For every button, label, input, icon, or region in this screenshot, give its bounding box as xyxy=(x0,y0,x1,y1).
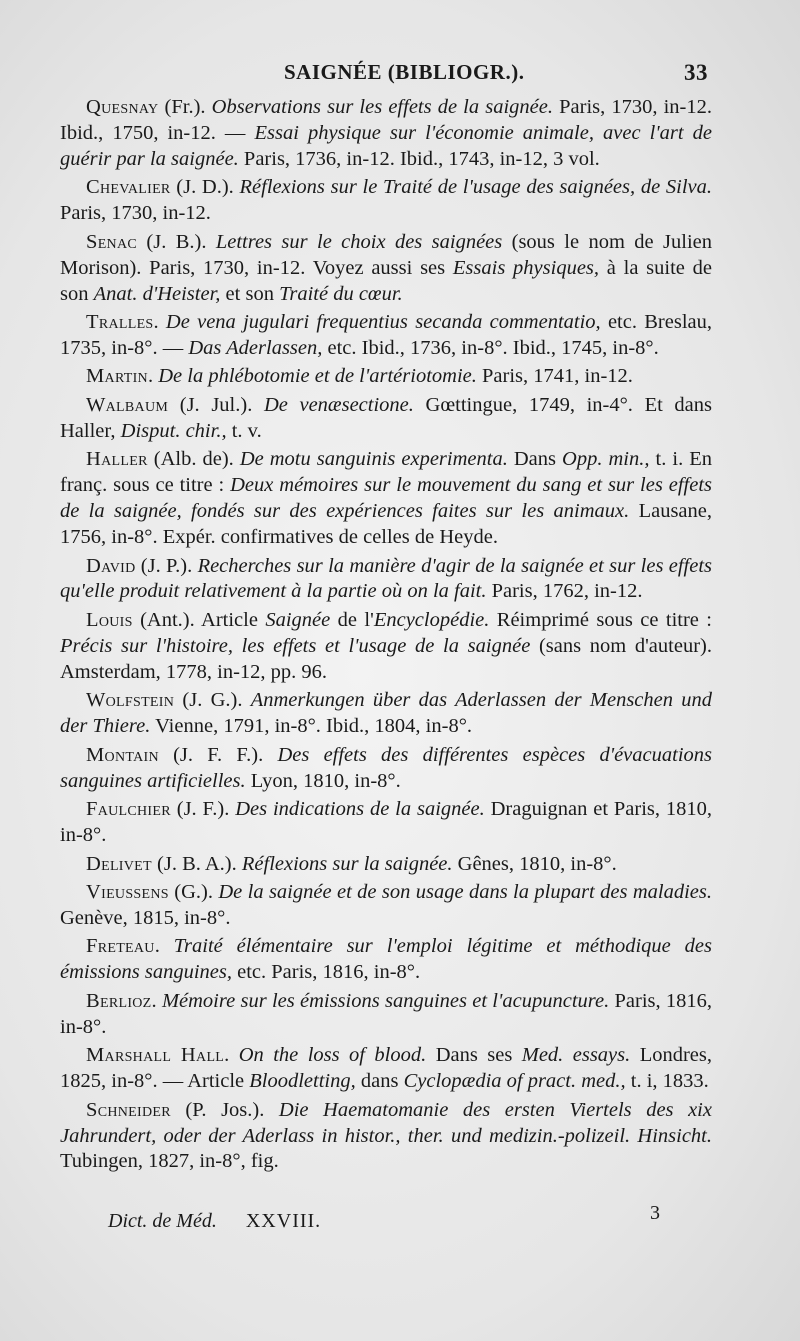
entry-text: . xyxy=(224,1044,239,1067)
entry-text: (sans nom d'auteur). Amsterdam, 1778, in-12, pp. 96. xyxy=(60,634,712,683)
entry-text: Lausane, 1756, in-8°. Expér. confirmatives de celles de Heyde. xyxy=(60,500,712,549)
entry-title: Mémoire sur les émissions sanguines et l'acupuncture. xyxy=(161,989,610,1012)
entry-author: Tralles xyxy=(86,311,154,334)
page-footer xyxy=(108,1202,660,1233)
entry-title: Lettres sur le choix des saignées xyxy=(215,230,503,253)
entry-text: (J. B. A.). xyxy=(151,852,242,875)
bibliography-list xyxy=(60,95,712,1178)
entry-text: Vienne, 1791, in-8°. Ibid., 1804, in-8°. xyxy=(150,715,473,738)
bibliography-entry xyxy=(60,1098,712,1176)
entry-title: Deux mémoires sur le mouvement du sang et sur les effets de la saignée, fondés sur des expériences faites sur les animaux. xyxy=(60,474,712,523)
entry-author: Walbaum xyxy=(86,393,169,416)
entry-text: Gœttingue, 1749, in-4°. Et dans Haller, xyxy=(60,393,712,442)
entry-text: t. i, 1833. xyxy=(625,1070,709,1093)
entry-text: etc. Ibid., 1736, in-8°. Ibid., 1745, in-8°. xyxy=(322,336,659,359)
bibliography-entry xyxy=(60,310,712,362)
bibliography-entry xyxy=(60,1043,712,1095)
entry-title: Anat. d'Heister, xyxy=(93,282,221,305)
entry-title: Réflexions sur la saignée. xyxy=(241,852,453,875)
entry-author: Wolfstein xyxy=(86,689,175,712)
running-header xyxy=(62,60,708,86)
entry-text: Gênes, 1810, in-8°. xyxy=(452,852,617,875)
entry-text: et son xyxy=(220,282,280,305)
entry-title: De la saignée et de son usage dans la plupart des maladies. xyxy=(218,881,712,903)
entry-author: Quesnay xyxy=(86,96,159,118)
entry-text: (G.). xyxy=(168,881,219,903)
entry-title: Encyclopédie. xyxy=(373,608,490,631)
entry-author: Martin xyxy=(86,365,148,388)
entry-text: (J. Jul.). xyxy=(168,393,264,416)
entry-text: . xyxy=(151,989,162,1012)
entry-author: David xyxy=(86,554,136,577)
entry-title: Die Haematomanie des ersten Viertels des xix Jahrundert, oder der Aderlass in histor., ther. und medizin.-polizeil. Hinsicht. xyxy=(60,1098,712,1147)
bibliography-entry xyxy=(60,688,712,740)
volume-mark: XXVIII. xyxy=(245,1210,322,1232)
bibliography-entry xyxy=(60,364,712,390)
running-title: SAIGNÉE (BIBLIOGR.). xyxy=(284,60,525,84)
entry-text: (Fr.). xyxy=(158,96,212,118)
entry-author: Faulchier xyxy=(86,798,171,821)
bibliography-entry xyxy=(60,447,712,551)
entry-text: Paris, 1730, in-12. xyxy=(60,202,211,225)
entry-text: (Ant.). Article xyxy=(132,608,266,631)
entry-title: Anmerkungen über das Aderlassen der Menschen und der Thiere. xyxy=(60,689,712,738)
entry-title: Précis sur l'histoire, les effets et l'usage de la saignée xyxy=(60,634,531,657)
entry-title: Essais physiques, xyxy=(452,256,600,279)
bibliography-entry xyxy=(60,393,712,445)
entry-author: Louis xyxy=(86,608,133,631)
entry-title: Bloodletting, xyxy=(249,1070,356,1093)
entry-title: Réflexions sur le Traité de l'usage des saignées, de Silva. xyxy=(239,176,712,199)
entry-text: (J. B.). xyxy=(137,230,216,253)
entry-author: Freteau xyxy=(86,935,155,958)
entry-text: (sous le nom de Julien Morison). Paris, 1730, in-12. Voyez aussi ses xyxy=(60,230,712,279)
entry-text: (J. G.). xyxy=(174,689,251,712)
bibliography-entry xyxy=(60,743,712,795)
bibliography-entry xyxy=(60,934,712,986)
entry-title: Des indications de la saignée. xyxy=(235,798,485,821)
entry-title: Med. essays. xyxy=(521,1044,631,1067)
entry-text: à la suite de son xyxy=(60,256,713,305)
entry-title: Recherches sur la manière d'agir de la saignée et sur les effets qu'elle produit relativement à la partie où on la fait. xyxy=(60,554,712,603)
entry-title: Traité du cœur. xyxy=(279,282,403,305)
entry-text: Réimprimé sous ce titre : xyxy=(489,608,712,631)
entry-text: (J. P.). xyxy=(135,554,198,577)
bibliography-entry xyxy=(60,175,712,227)
entry-text: . xyxy=(153,311,166,334)
entry-text: Dans xyxy=(507,448,563,471)
entry-text: (Alb. de). xyxy=(147,448,240,471)
entry-title: Das Aderlassen, xyxy=(188,336,323,359)
entry-title: Disput. chir., xyxy=(120,419,227,442)
entry-text: Genève, 1815, in-8°. xyxy=(60,906,231,929)
signature-mark: Dict. de Méd. xyxy=(108,1210,217,1232)
entry-title: De vena jugulari frequentius secanda commentatio, xyxy=(165,311,601,334)
entry-text: (J. D.). xyxy=(170,176,240,199)
bibliography-entry xyxy=(60,554,712,606)
page-number: 33 xyxy=(684,60,708,85)
entry-text: Paris, 1730, in-12. Ibid., 1750, in-12. — xyxy=(60,96,713,144)
entry-author: Senac xyxy=(86,230,138,253)
entry-title: Essai physique sur l'économie animale, avec l'art de guérir par la saignée. xyxy=(60,121,712,170)
entry-text: t. v. xyxy=(226,419,262,442)
entry-text: etc. Breslau, 1735, in-8°. — xyxy=(60,311,712,359)
bibliography-entry xyxy=(60,989,712,1041)
entry-author: Berlioz xyxy=(86,989,152,1012)
entry-text: dans xyxy=(355,1070,404,1093)
entry-title: Opp. min., xyxy=(562,448,650,471)
entry-text: . xyxy=(147,365,159,388)
entry-author: Delivet xyxy=(86,852,152,875)
entry-text: Tubingen, 1827, in-8°, fig. xyxy=(60,1150,279,1173)
bibliography-entry xyxy=(60,797,712,849)
entry-author: Marshall Hall xyxy=(86,1044,225,1067)
entry-text: de l' xyxy=(330,608,374,631)
entry-text: Lyon, 1810, in-8°. xyxy=(245,769,401,792)
entry-author: Montain xyxy=(86,743,159,766)
entry-title: Des effets des différentes espèces d'évacuations sanguines artificielles. xyxy=(60,743,712,792)
entry-text: (J. F. F.). xyxy=(158,743,278,766)
bibliography-entry xyxy=(60,852,712,878)
entry-text: Londres, 1825, in-8°. — Article xyxy=(60,1044,712,1093)
entry-text: etc. Paris, 1816, in-8°. xyxy=(231,961,421,984)
entry-title: Traité élémentaire sur l'emploi légitime et méthodique des émissions sanguines, xyxy=(60,935,713,984)
entry-title: De la phlébotomie et de l'artériotomie. xyxy=(158,365,477,388)
entry-text: Dans ses xyxy=(426,1044,522,1067)
entry-text: (P. Jos.). xyxy=(170,1098,279,1121)
entry-author: Vieussens xyxy=(86,881,169,903)
bibliography-entry xyxy=(60,880,712,932)
entry-author: Chevalier xyxy=(86,176,171,199)
bibliography-entry xyxy=(60,95,712,173)
entry-title: On the loss of blood. xyxy=(238,1044,427,1067)
entry-title: De venæsectione. xyxy=(263,393,414,416)
entry-text: Paris, 1741, in-12. xyxy=(476,365,633,388)
entry-title: De motu sanguinis experimenta. xyxy=(239,448,508,471)
entry-author: Haller xyxy=(86,448,148,471)
entry-title: Saignée xyxy=(265,608,331,631)
entry-author: Schneider xyxy=(86,1098,171,1121)
entry-text: Paris, 1736, in-12. Ibid., 1743, in-12, 3 vol. xyxy=(238,147,600,170)
entry-title: Observations sur les effets de la saignée. xyxy=(211,96,553,118)
entry-text: Paris, 1762, in-12. xyxy=(486,580,643,603)
bibliography-entry xyxy=(60,230,712,308)
sheet-number: 3 xyxy=(650,1202,660,1224)
entry-text: Paris, 1816, in-8°. xyxy=(60,989,713,1038)
entry-text: Draguignan et Paris, 1810, in-8°. xyxy=(60,798,713,846)
entry-text: . xyxy=(154,935,174,958)
entry-title: Cyclopædia of pract. med., xyxy=(403,1070,626,1093)
entry-text: t. i. En franç. sous ce titre : xyxy=(60,448,712,497)
entry-text: (J. F.). xyxy=(170,798,236,821)
bibliography-entry xyxy=(60,608,712,686)
